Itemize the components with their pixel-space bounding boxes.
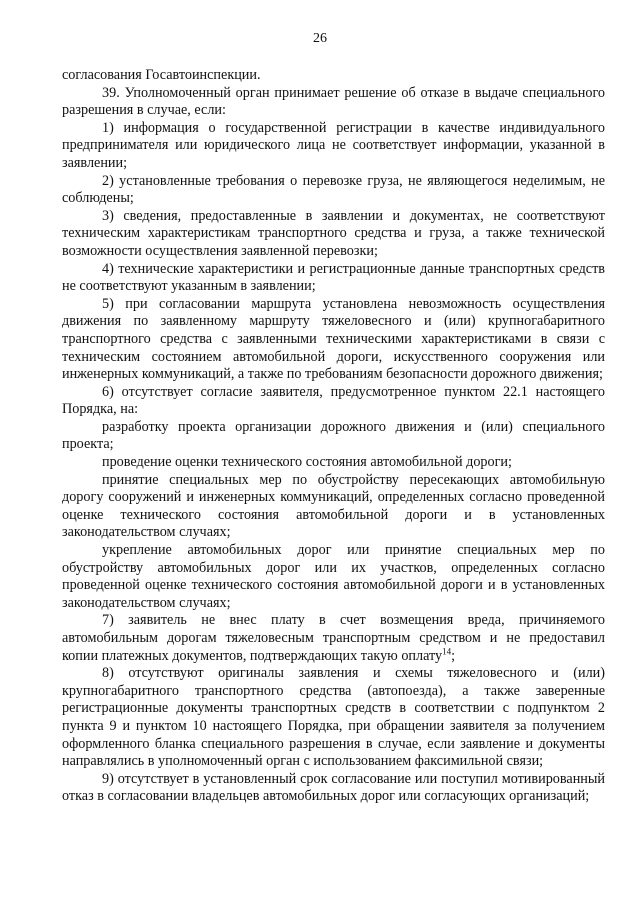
- paragraph-subitem-9: 9) отсутствует в установленный срок согласование или поступил мотивированный отказ в согласовании владельцев автомобильных дорог или согласующих организаций;: [62, 770, 605, 805]
- paragraph-clause-project: разработку проекта организации дорожного движения и (или) специального проекта;: [62, 418, 605, 453]
- paragraph-subitem-7: [62, 612, 605, 665]
- paragraph-clause-special-measures: принятие специальных мер по обустройству пересекающих автомобильную дорогу сооружений и инженерных коммуникаций, определенных согласно проведенной оценке технического состояния автомобильной дороги и в установленных законодательством случаях;: [62, 471, 605, 541]
- paragraph-subitem-4: 4) технические характеристики и регистрационные данные транспортных средств не соответствуют указанным в заявлении;: [62, 260, 605, 295]
- paragraph-continuation: согласования Госавтоинспекции.: [62, 67, 261, 83]
- paragraph-subitem-1: 1) информация о государственной регистрации в качестве индивидуального предпринимателя или юридического лица не соответствует информации, указанной в заявлении;: [62, 119, 605, 171]
- document-body: [62, 67, 605, 806]
- page-number: 26: [313, 31, 327, 46]
- footnote-reference: 14: [442, 645, 452, 656]
- paragraph-subitem-2: 2) установленные требования о перевозке груза, не являющегося неделимым, не соблюдены;: [62, 172, 605, 207]
- paragraph-clause-assessment: проведение оценки технического состояния автомобильной дороги;: [102, 454, 512, 471]
- paragraph-item-39: 39. Уполномоченный орган принимает решение об отказе в выдаче специального разрешения в случае, если:: [62, 84, 605, 119]
- paragraph-subitem-5: 5) при согласовании маршрута установлена невозможность осуществления движения по заявленному маршруту тяжеловесного и (или) крупногабаритного транспортного средства с заявленными техническими характеристиками в связи с техническим состоянием автомобильной дороги, искусственного сооружения или инженерных коммуникаций, а также по требованиям безопасности дорожного движения;: [62, 295, 605, 383]
- paragraph-clause-reinforcement: укрепление автомобильных дорог или принятие специальных мер по обустройству автомобильных дорог или их участков, определенных согласно проведенной оценке технического состояния автомобильной дороги и в установленных законодательством случаях;: [62, 542, 605, 611]
- paragraph-subitem-6: 6) отсутствует согласие заявителя, предусмотренное пунктом 22.1 настоящего Порядка, на:: [62, 383, 605, 418]
- paragraph-subitem-7-tail: ;: [451, 647, 456, 664]
- paragraph-subitem-3: 3) сведения, предоставленные в заявлении и документах, не соответствуют техническим характеристикам транспортного средства и груза, а также технической возможности осуществления заявленной перевозки;: [62, 207, 605, 259]
- paragraph-subitem-8: 8) отсутствуют оригиналы заявления и схемы тяжеловесного и (или) крупногабаритного транспортного средства (автопоезда), а также заверенные регистрационные документы транспортных средств в соответствии с подпунктом 2 пункта 9 и пунктом 10 настоящего Порядка, при обращении заявителя за получением оформленного бланка специального разрешения в случае, если заявление и документы направлялись в уполномоченный орган с использованием факсимильной связи;: [62, 665, 605, 770]
- paragraph-subitem-7-text: 7) заявитель не внес плату в счет возмещения вреда, причиняемого автомобильным дорогам тяжеловесным транспортным средством и не предоставил копии платежных документов, подтверждающих такую оплату: [62, 612, 605, 664]
